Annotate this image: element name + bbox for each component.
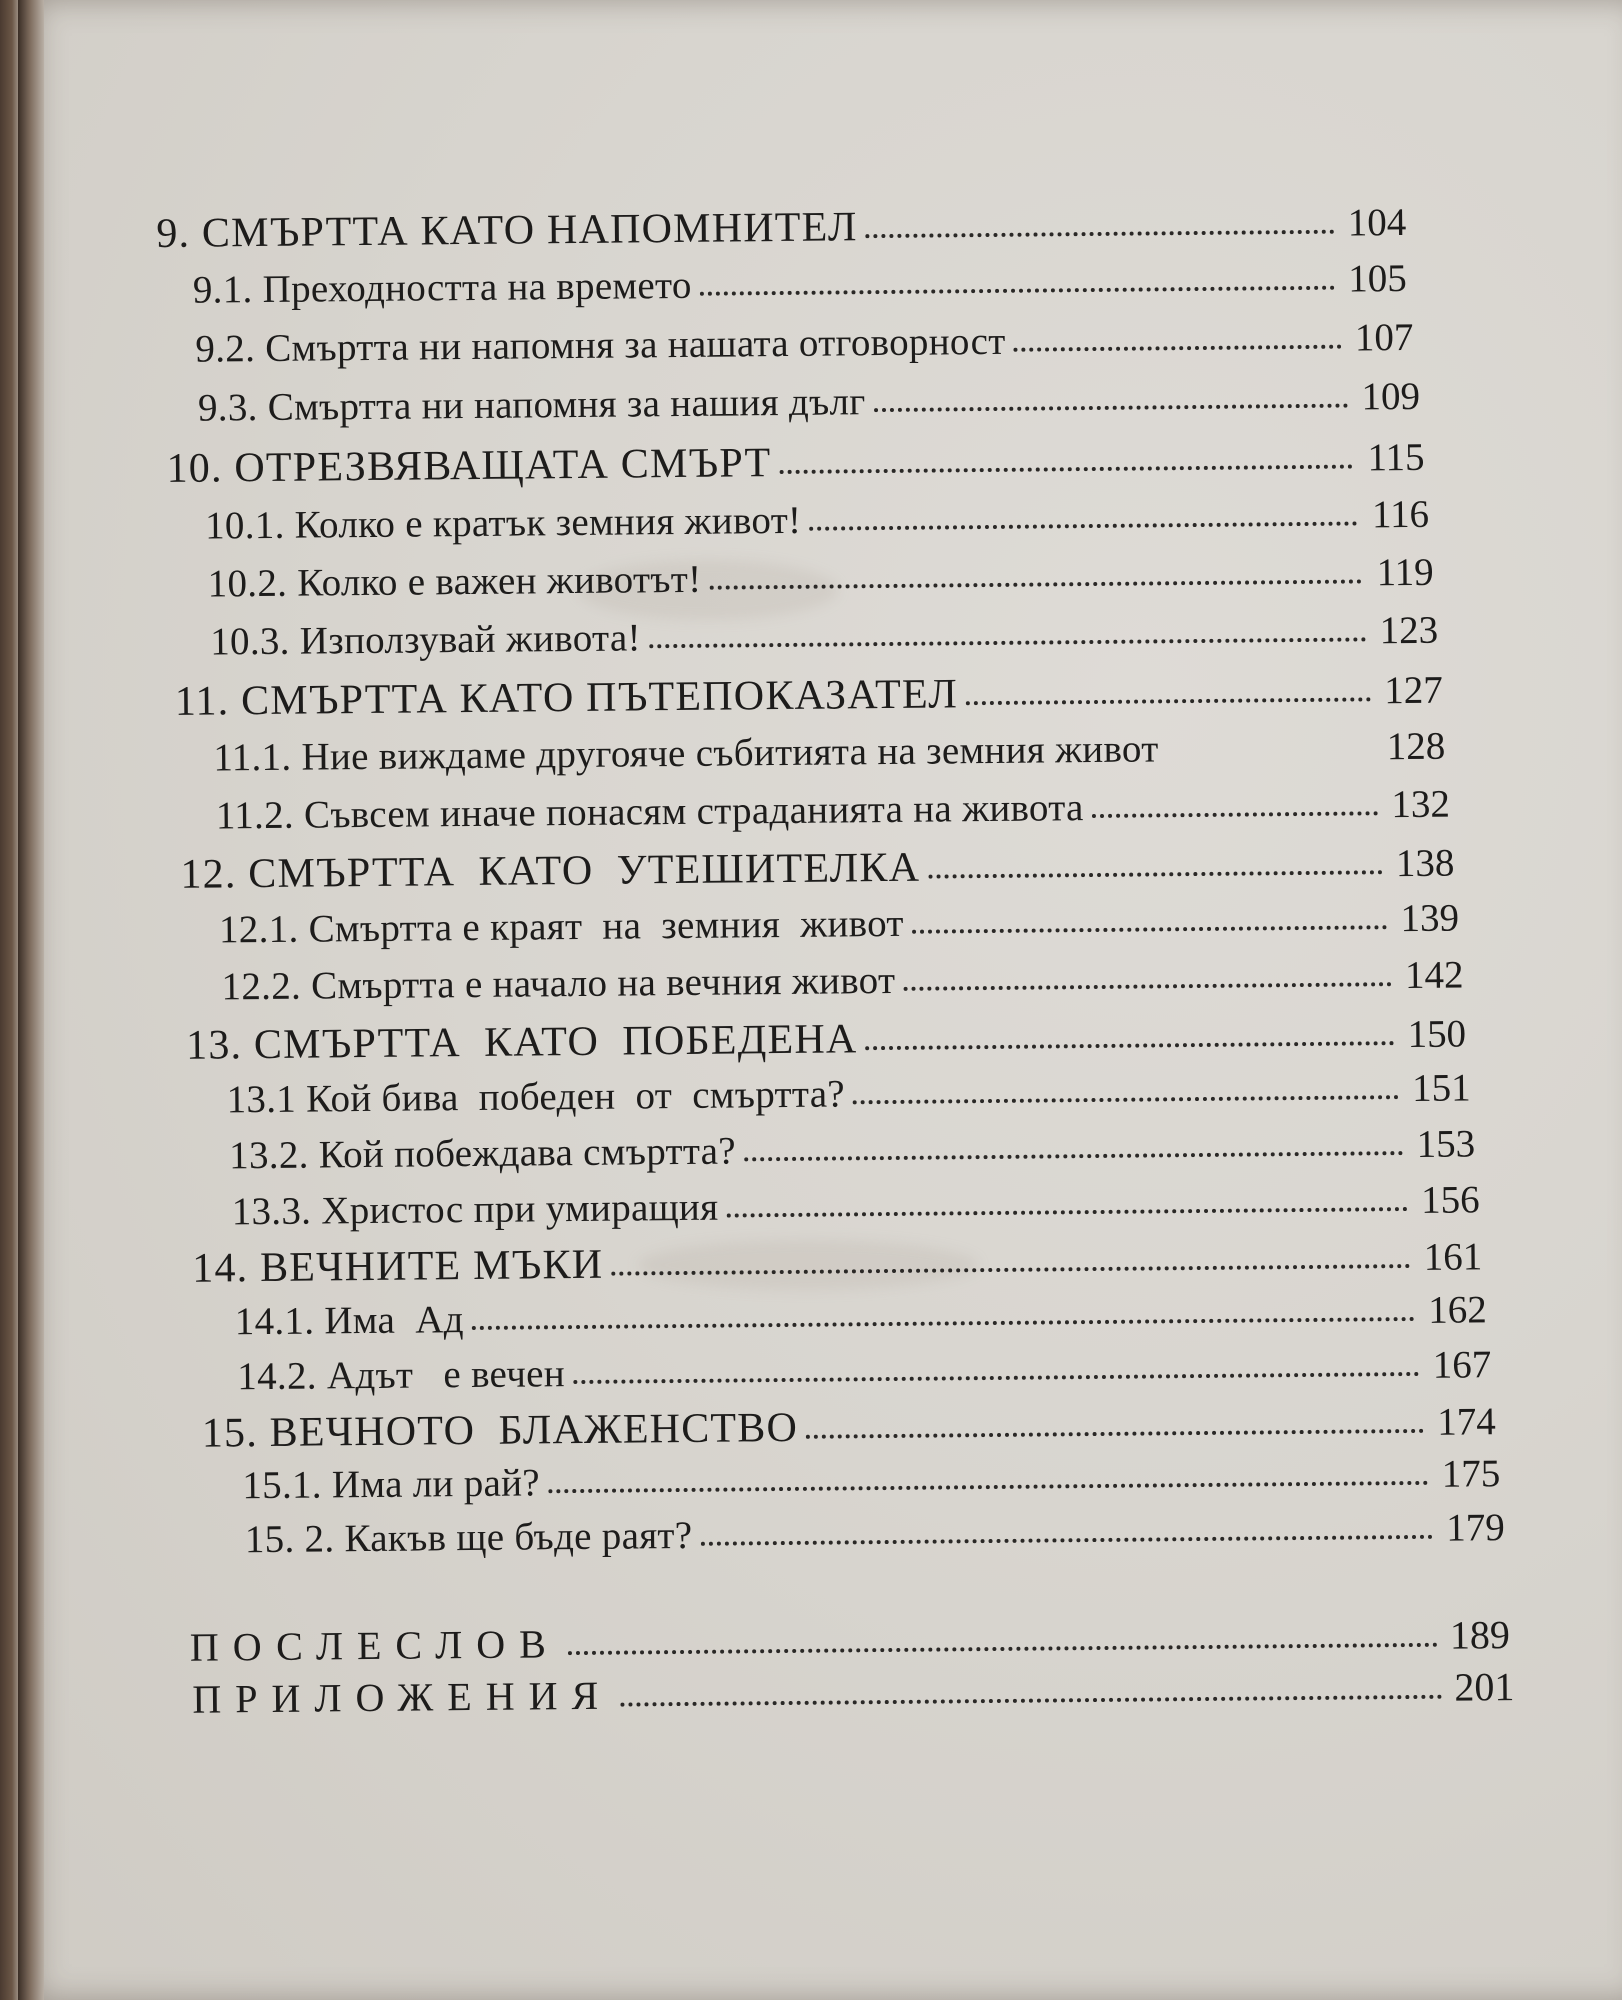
book-page: [18, 0, 1622, 2000]
toc-page-number: 156: [1420, 1178, 1480, 1222]
toc-entry-label: 12.2. Смъртта е начало на вечния живот: [221, 958, 896, 1009]
toc-entry-chapter-10[interactable]: [166, 433, 1424, 501]
toc-page-number: 201: [1454, 1664, 1515, 1710]
toc-entry-10-2[interactable]: [207, 550, 1433, 618]
dot-leader: [1163, 743, 1380, 759]
toc-entry-9-2[interactable]: [195, 315, 1413, 383]
toc-page-number: 150: [1407, 1012, 1467, 1057]
toc-entry-label: 10.1. Колко е кратък земния живот!: [204, 498, 802, 548]
toc-page-number: 123: [1379, 608, 1439, 653]
toc-entry-10-3[interactable]: [210, 608, 1438, 676]
toc-entry-label: ПРИЛОЖЕНИЯ: [192, 1672, 613, 1722]
toc-entry-label: 12.1. Смъртта е краят на земния живот: [218, 901, 904, 952]
dot-leader: [874, 394, 1349, 413]
dot-leader: [709, 569, 1361, 589]
toc-entry-11-2[interactable]: [216, 782, 1450, 850]
toc-entry-label: 11.2. Съвсем иначе понасям страданията на живота: [215, 786, 1084, 838]
dot-leader: [865, 1031, 1394, 1050]
table-of-contents: [156, 188, 1515, 1722]
toc-page-number: 115: [1367, 435, 1425, 480]
dot-leader: [853, 1085, 1399, 1104]
dot-leader: [744, 1141, 1403, 1161]
dot-leader: [912, 915, 1387, 934]
toc-entry-label: 9.1. Преходността на времето: [192, 263, 692, 312]
toc-entry-label: 10. ОТРЕЗВЯВАЩАТА СМЪРТ: [166, 440, 772, 492]
dot-leader: [573, 1362, 1419, 1384]
dot-leader: [548, 1471, 1429, 1493]
toc-entry-label: 10.3. Използувай живота!: [210, 616, 641, 664]
toc-entry-label: 14. ВЕЧНИТЕ МЪКИ: [192, 1241, 604, 1292]
toc-entry-15-2[interactable]: [245, 1505, 1505, 1573]
toc-entry-label: ПОСЛЕСЛОВ: [189, 1621, 560, 1670]
dot-leader: [809, 511, 1357, 530]
toc-entry-label: 13.1 Кой бива победен от смъртта?: [226, 1072, 846, 1122]
dot-leader: [611, 1254, 1410, 1276]
toc-entry-12-1[interactable]: [219, 896, 1459, 964]
toc-entry-chapter-11[interactable]: [175, 666, 1443, 734]
toc-page-number: 109: [1361, 374, 1421, 419]
toc-entry-label: 15. ВЕЧНОТО БЛАЖЕНСТВО: [201, 1404, 799, 1457]
toc-page-number: 174: [1437, 1400, 1496, 1444]
book-gutter: [18, 0, 44, 2000]
toc-entry-chapter-9[interactable]: [156, 198, 1406, 266]
dot-leader: [568, 1633, 1438, 1655]
toc-entry-label: 10.2. Колко е важен животът!: [207, 557, 702, 606]
dot-leader: [1092, 801, 1378, 818]
toc-entry-12-2[interactable]: [221, 952, 1463, 1020]
toc-entry-label: 13.2. Кой побеждава смъртта?: [228, 1129, 737, 1178]
dot-leader: [779, 455, 1352, 475]
toc-entry-label: 12. СМЪРТТА КАТО УТЕШИТЕЛКА: [180, 844, 921, 898]
toc-entry-label: 15.1. Има ли рай?: [242, 1461, 541, 1508]
toc-entry-label: 14.1. Има Ад: [234, 1298, 465, 1344]
toc-entry-label: 13. СМЪРТТА КАТО ПОБЕДЕНА: [185, 1016, 858, 1069]
toc-page-number: 132: [1391, 782, 1451, 827]
dot-leader: [700, 276, 1335, 296]
dot-leader: [1014, 335, 1342, 352]
toc-page-number: 119: [1376, 550, 1434, 595]
toc-entry-10-1[interactable]: [205, 492, 1429, 560]
toc-entry-appendices[interactable]: [192, 1663, 1514, 1732]
dot-leader: [649, 627, 1367, 648]
toc-page-number: 105: [1348, 256, 1408, 301]
toc-page-number: 189: [1449, 1612, 1511, 1658]
dot-leader: [700, 1525, 1433, 1546]
dot-leader: [726, 1197, 1407, 1218]
toc-page-number: 127: [1384, 668, 1443, 713]
toc-entry-9-1[interactable]: [193, 256, 1407, 324]
toc-page-number: 167: [1432, 1343, 1492, 1387]
toc-page-number: 107: [1354, 315, 1414, 360]
toc-page-number: 138: [1395, 841, 1455, 886]
toc-page-number: 116: [1371, 492, 1430, 537]
toc-page-number: 162: [1428, 1288, 1487, 1332]
toc-page-number: 151: [1411, 1066, 1471, 1110]
dot-leader: [866, 220, 1335, 238]
dot-leader: [806, 1419, 1424, 1439]
toc-page-number: 142: [1404, 953, 1464, 998]
toc-entry-label: 9.2. Смъртта ни напомня за нашата отговорност: [195, 319, 1006, 371]
toc-entry-label: 9.3. Смъртта ни напомня за нашия дълг: [197, 380, 866, 430]
toc-page-number: 175: [1441, 1452, 1501, 1496]
dot-leader: [903, 972, 1391, 991]
dot-leader: [928, 860, 1382, 878]
toc-entry-label: 13.3. Христос при умиращия: [231, 1185, 719, 1234]
toc-entry-label: 11. СМЪРТТА КАТО ПЪТЕПОКАЗАТЕЛ: [174, 671, 959, 725]
toc-page-number: 179: [1446, 1506, 1506, 1550]
toc-entry-label: 11.1. Ние виждаме другояче събитията на земния живот: [213, 727, 1159, 780]
toc-page-number: 161: [1423, 1235, 1483, 1279]
dot-leader: [472, 1307, 1415, 1330]
toc-page-number: 104: [1347, 201, 1407, 245]
toc-entry-label: 14.2. Адът е вечен: [237, 1352, 566, 1399]
toc-page-number: 139: [1400, 896, 1460, 941]
toc-entry-11-1[interactable]: [213, 724, 1445, 792]
toc-page-number: 153: [1416, 1122, 1476, 1166]
dot-leader: [966, 687, 1371, 705]
toc-entry-9-3[interactable]: [198, 374, 1420, 442]
toc-entry-label: 15. 2. Какъв ще бъде раят?: [244, 1513, 693, 1562]
toc-entry-label: 9. СМЪРТТА КАТО НАПОМНИТЕЛ: [156, 204, 858, 257]
toc-page-number: 128: [1386, 724, 1446, 769]
dot-leader: [620, 1685, 1442, 1707]
